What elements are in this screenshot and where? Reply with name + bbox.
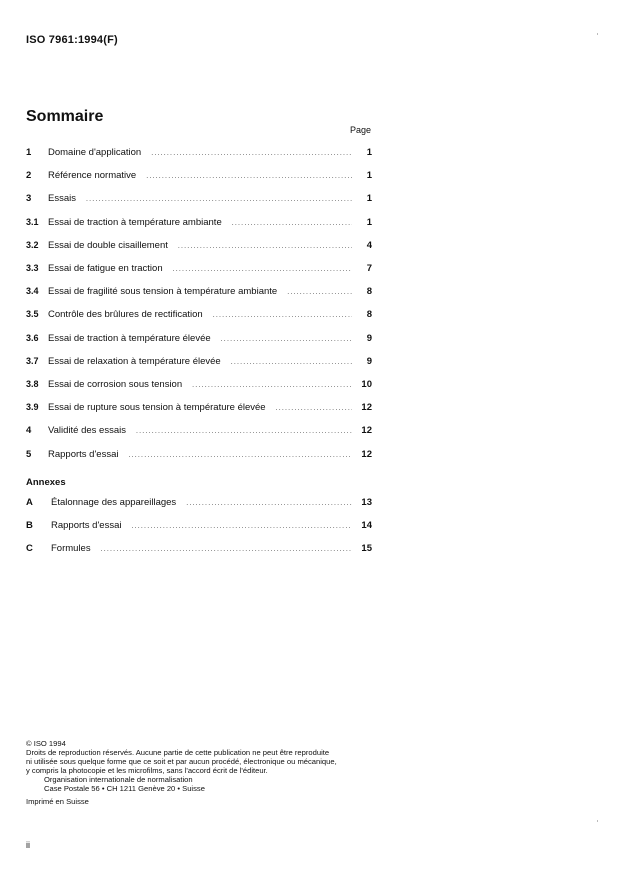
dot-leader <box>213 312 352 319</box>
dot-leader <box>136 428 352 435</box>
organization-name: Organisation internationale de normalisation <box>44 775 193 784</box>
toc-entry[interactable] <box>26 286 372 300</box>
entry-title: Essai de fatigue en traction <box>48 263 163 274</box>
entry-page-number: 9 <box>366 332 372 344</box>
dot-leader <box>101 546 352 553</box>
entry-number: 3.3 <box>26 263 39 273</box>
entry-title: Essai de relaxation à température élevée <box>48 355 221 367</box>
dot-leader <box>131 523 352 530</box>
entry-page-number: 12 <box>361 448 372 460</box>
toc-entry[interactable] <box>26 425 372 439</box>
toc-entry[interactable] <box>26 356 372 370</box>
toc-entry[interactable] <box>26 217 372 231</box>
entry-page-number: 1 <box>366 216 372 228</box>
entry-title: Rapports d'essai <box>51 520 122 531</box>
toc-entry[interactable] <box>26 333 372 347</box>
printed-in: Imprimé en Suisse <box>26 797 89 806</box>
entry-number: C <box>26 543 33 554</box>
entry-title: Étalonnage des appareillages <box>51 497 177 508</box>
entry-number: 2 <box>26 170 32 182</box>
toc-entry[interactable] <box>26 520 372 534</box>
entry-number: 3.7 <box>26 355 39 366</box>
dot-leader <box>287 289 352 296</box>
entry-title: Essai de double cisaillement <box>48 239 168 251</box>
entry-number: 3.5 <box>26 309 39 320</box>
dot-leader <box>173 266 352 273</box>
entry-number: 3.8 <box>26 379 39 389</box>
entry-page-number: 15 <box>361 543 372 554</box>
dot-leader <box>151 150 352 157</box>
toc-entry[interactable] <box>26 497 372 511</box>
entry-title: Essai de rupture sous tension à température élevée <box>48 402 266 414</box>
entry-page-number: 8 <box>366 309 372 321</box>
dot-leader <box>221 336 352 343</box>
dot-leader <box>128 452 352 459</box>
copyright-line: © ISO 1994 <box>26 739 66 748</box>
entry-number: 3.9 <box>26 402 39 413</box>
entry-number: 3.2 <box>26 239 39 250</box>
dot-leader <box>146 173 352 180</box>
scan-mark <box>597 33 598 35</box>
entry-number: 1 <box>26 147 32 158</box>
scan-mark <box>597 820 598 822</box>
entry-number: 5 <box>26 448 32 460</box>
entry-page-number: 12 <box>361 425 372 437</box>
entry-number: 3 <box>26 193 32 205</box>
entry-page-number: 8 <box>366 286 372 298</box>
entry-page-number: 1 <box>366 147 372 158</box>
toc-entry[interactable] <box>26 240 372 254</box>
toc-entry[interactable] <box>26 147 372 161</box>
toc-entry[interactable] <box>26 170 372 184</box>
document-header: ISO 7961:1994(F) <box>26 34 118 46</box>
entry-page-number: 1 <box>366 170 372 182</box>
entry-title: Essai de traction à température ambiante <box>48 216 222 228</box>
rights-text: y compris la photocopie et les microfilms, sans l'accord écrit de l'éditeur. <box>26 766 268 775</box>
rights-text: ni utilisée sous quelque forme que ce soit et par aucun procédé, électronique ou mécanique, <box>26 757 337 766</box>
entry-title: Essai de fragilité sous tension à température ambiante <box>48 286 278 298</box>
copyright-notice <box>26 739 378 806</box>
entry-title: Référence normative <box>48 170 137 182</box>
entry-page-number: 4 <box>366 239 372 251</box>
entry-page-number: 9 <box>366 355 372 367</box>
entry-number: 4 <box>26 425 32 437</box>
dot-leader <box>232 220 352 227</box>
dot-leader <box>192 382 352 389</box>
page-column-label: Page <box>350 125 372 135</box>
entry-page-number: 7 <box>366 263 372 274</box>
toc-entry[interactable] <box>26 449 372 463</box>
dot-leader <box>186 500 352 507</box>
annexes-heading: Annexes <box>26 477 66 488</box>
entry-page-number: 10 <box>361 379 372 390</box>
entry-number: A <box>26 497 33 508</box>
page-title: Sommaire <box>26 108 104 125</box>
entry-title: Rapports d'essai <box>48 448 119 460</box>
entry-title: Domaine d'application <box>48 147 142 158</box>
dot-leader <box>178 243 352 250</box>
entry-number: 3.4 <box>26 286 39 297</box>
toc-entry[interactable] <box>26 263 372 277</box>
dot-leader <box>276 405 352 412</box>
entry-title: Contrôle des brûlures de rectification <box>48 309 203 321</box>
entry-title: Validité des essais <box>48 425 126 437</box>
entry-page-number: 12 <box>361 402 372 414</box>
dot-leader <box>86 196 352 203</box>
toc-entry[interactable] <box>26 543 372 557</box>
entry-title: Essai de corrosion sous tension <box>48 379 183 390</box>
dot-leader <box>231 359 352 366</box>
toc-entry[interactable] <box>26 402 372 416</box>
page-folio: ii <box>26 840 30 850</box>
rights-text: Droits de reproduction réservés. Aucune partie de cette publication ne peut être reproduite <box>26 748 330 757</box>
toc-entry[interactable] <box>26 379 372 393</box>
entry-number: 3.1 <box>26 216 39 227</box>
entry-title: Essais <box>48 193 76 205</box>
entry-number: B <box>26 520 33 531</box>
entry-page-number: 13 <box>361 497 372 508</box>
entry-title: Essai de traction à température élevée <box>48 332 211 344</box>
organization-address: Case Postale 56 • CH 1211 Genève 20 • Suisse <box>44 784 205 793</box>
entry-title: Formules <box>51 543 91 554</box>
toc-entry[interactable] <box>26 309 372 323</box>
entry-page-number: 14 <box>361 520 372 531</box>
entry-number: 3.6 <box>26 332 39 343</box>
entry-page-number: 1 <box>366 193 372 205</box>
toc-entry[interactable] <box>26 193 372 207</box>
